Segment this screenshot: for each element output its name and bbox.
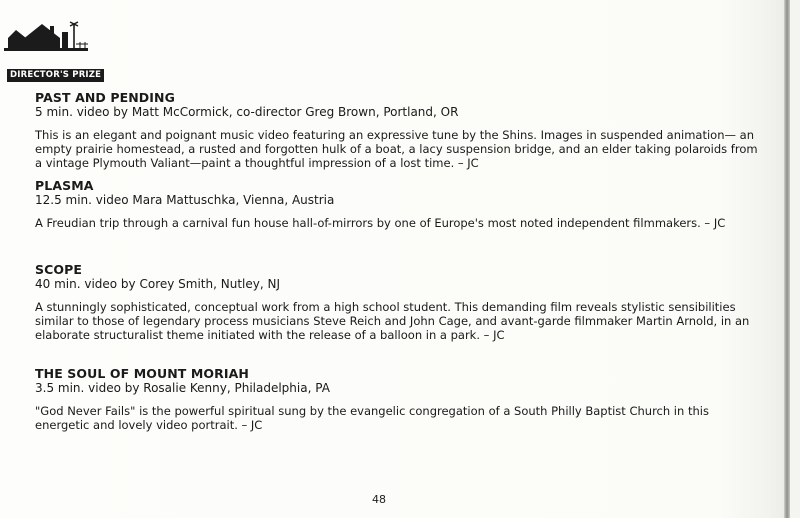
barn-silhouette-icon — [4, 18, 88, 68]
entry-title: PAST AND PENDING — [35, 90, 175, 105]
entries-list — [35, 90, 760, 432]
entry-description: "God Never Fails" is the powerful spiritual sung by the evangelic congregation of a South Philly Baptist Church in this energetic and lovely video portrait. – JC — [35, 404, 709, 432]
entry-past-and-pending — [35, 90, 760, 178]
entry-description: A stunningly sophisticated, conceptual work from a high school student. This demanding film reveals stylistic sensibilities similar to those of legendary process musicians Steve Reich and John Cage, and avant-garde filmmaker Martin Arnold, in an elaborate structuralist theme initiated with the release of a balloon in a park. – JC — [35, 300, 750, 342]
entry-credit: 3.5 min. video by Rosalie Kenny, Philadelphia, PA — [35, 381, 330, 395]
page-number: 48 — [372, 493, 386, 506]
entry-description: This is an elegant and poignant music video featuring an expressive tune by the Shins. Images in suspended animation— an empty prairie homestead, a rusted and forgotten hulk of a boat, a lacy suspension bridge, and an elder taking polaroids from a vintage Plymouth Valiant—paint a thoughtful impression of a lost time. – JC — [35, 128, 758, 170]
entry-scope — [35, 262, 760, 366]
binding-edge — [790, 0, 800, 518]
entry-title: THE SOUL OF MOUNT MORIAH — [35, 366, 249, 381]
entry-description: A Freudian trip through a carnival fun house hall-of-mirrors by one of Europe's most noted independent filmmakers. – JC — [35, 216, 726, 230]
directors-prize-badge — [4, 18, 102, 80]
entry-credit: 40 min. video by Corey Smith, Nutley, NJ — [35, 277, 280, 291]
badge-label: DIRECTOR'S PRIZE — [7, 69, 104, 82]
entry-credit: 12.5 min. video Mara Mattuschka, Vienna, Austria — [35, 193, 335, 207]
entry-title: PLASMA — [35, 178, 94, 193]
entry-title: SCOPE — [35, 262, 83, 277]
entry-credit: 5 min. video by Matt McCormick, co-director Greg Brown, Portland, OR — [35, 105, 459, 119]
entry-the-soul-of-mount-moriah — [35, 366, 760, 432]
entry-plasma — [35, 178, 760, 262]
binding-spine — [784, 0, 790, 518]
